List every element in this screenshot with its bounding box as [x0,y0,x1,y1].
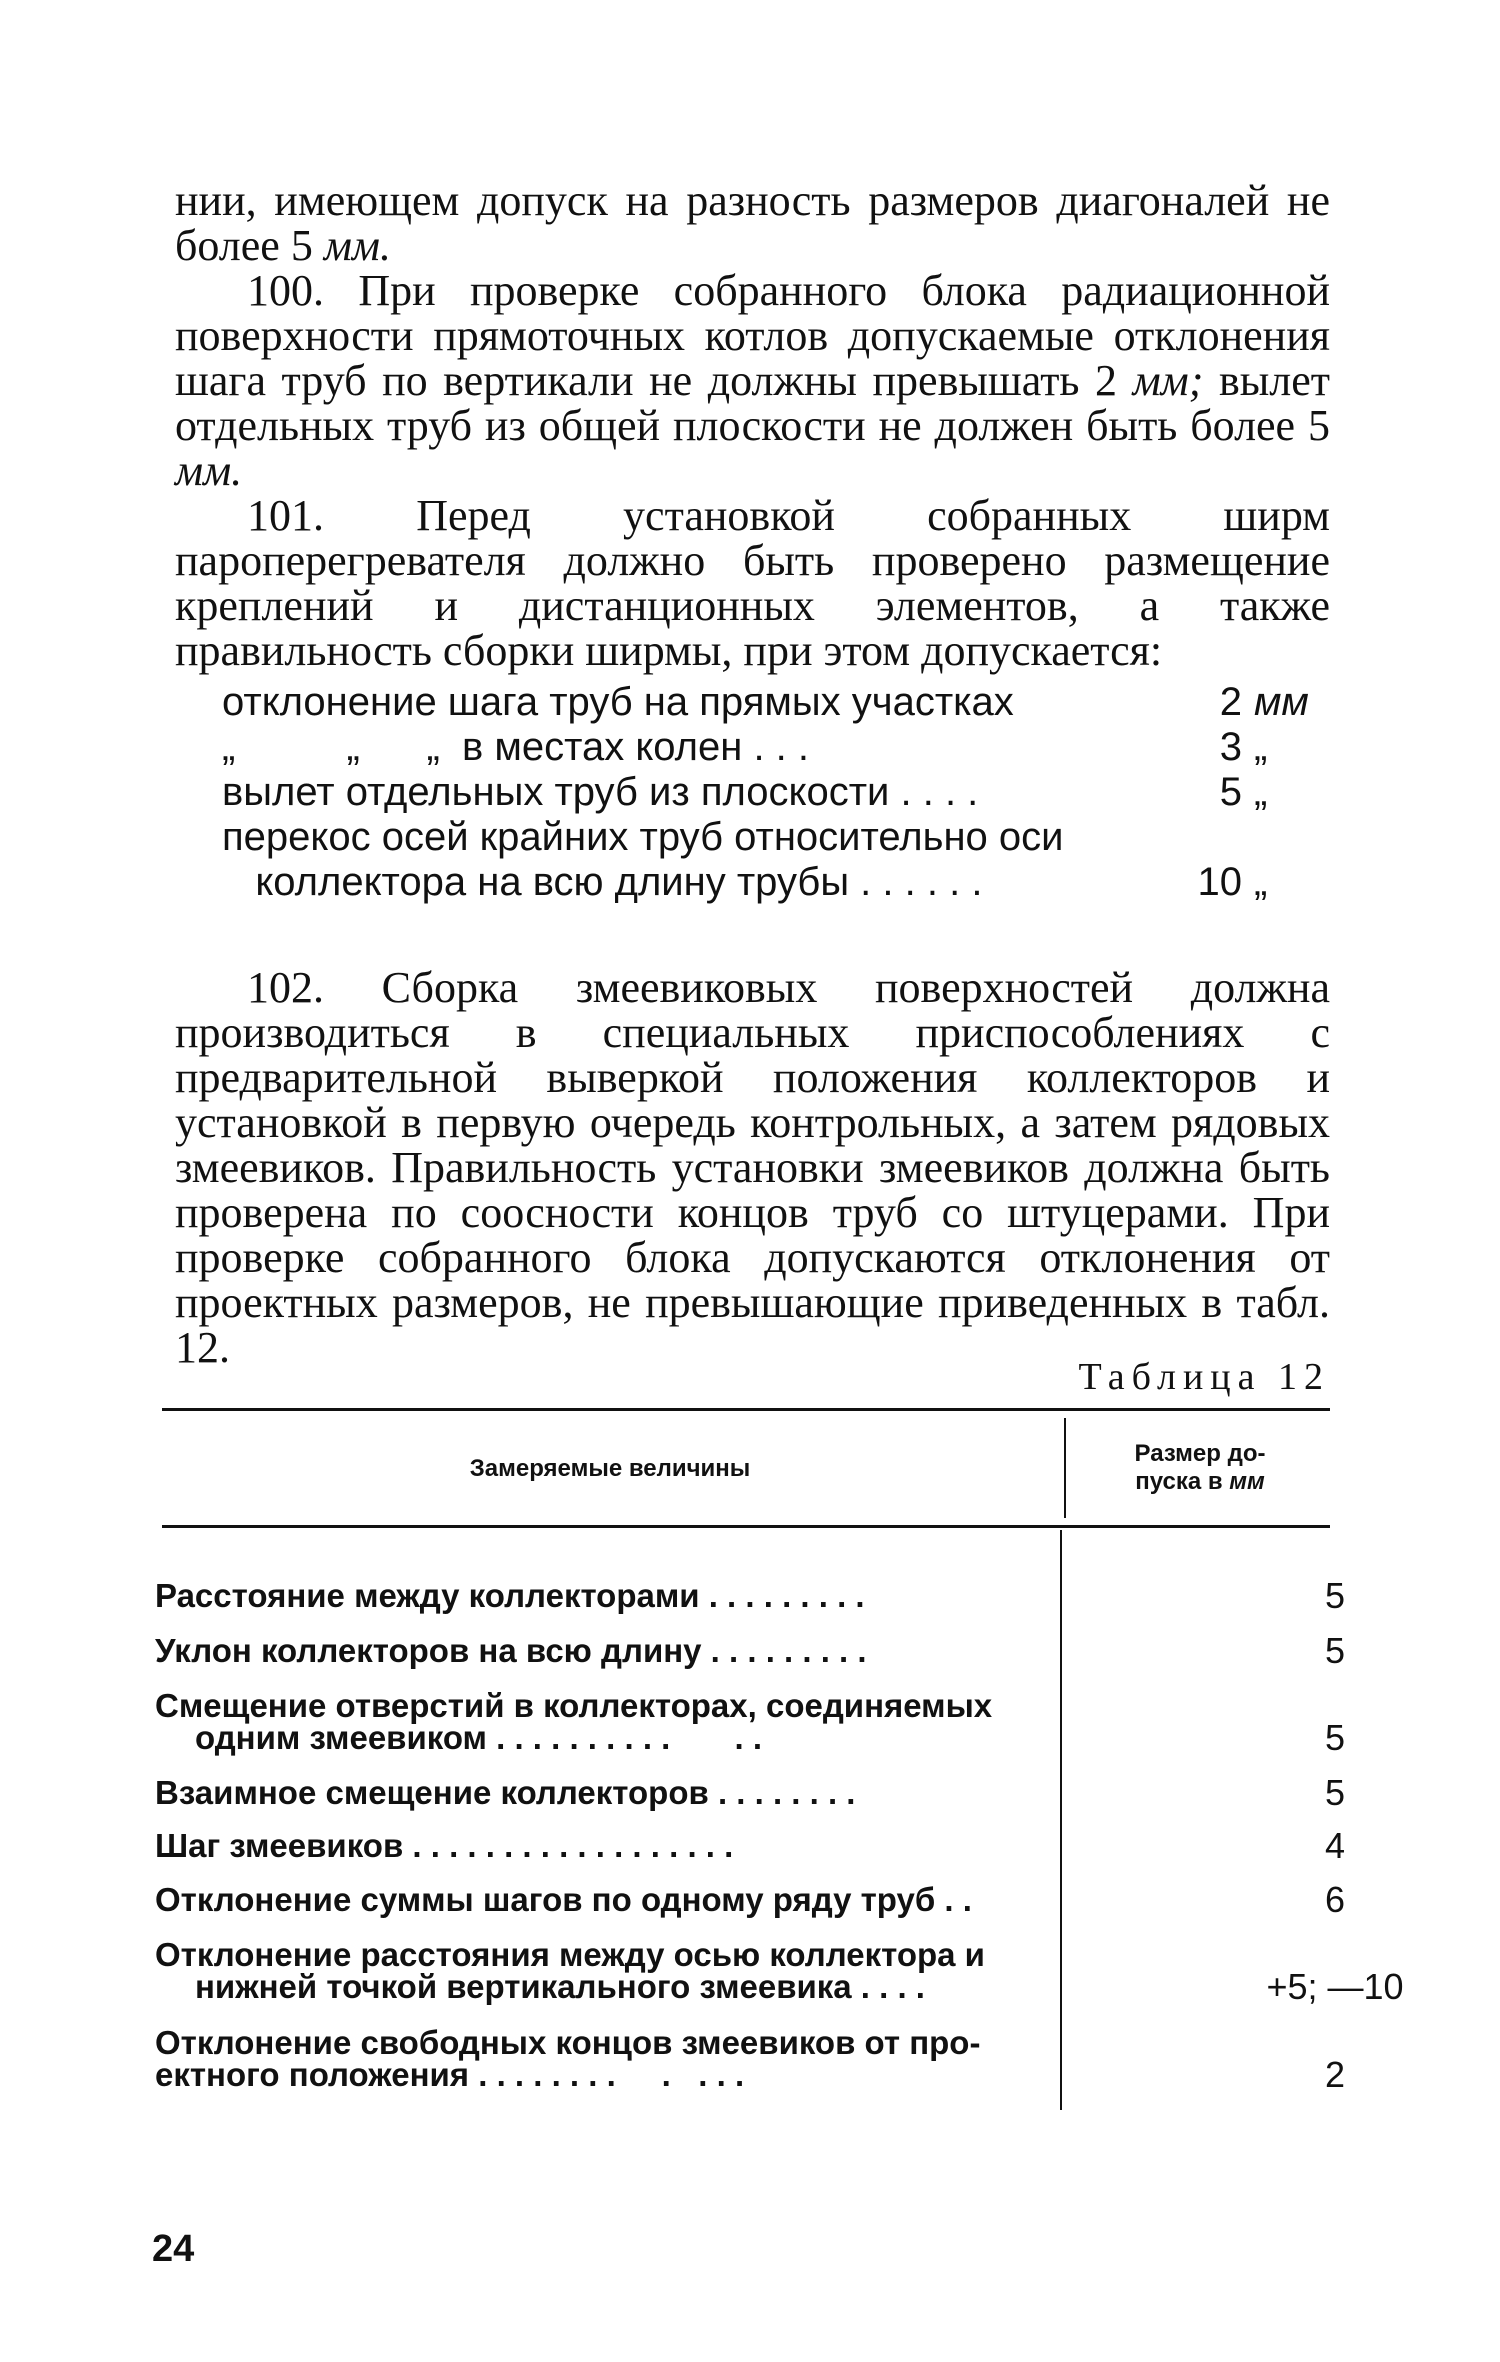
list-item [222,815,1332,860]
list-item [222,680,1332,725]
header-line: Размер до- [1134,1440,1266,1467]
list-item-text: отклонение шага труб на прямых участках [222,680,1014,724]
table-cell-value: 6 [1324,1879,1346,1920]
list-item [222,860,1332,905]
table-cell-label: Отклонение суммы шагов по одному ряду труб . . [155,1881,972,1918]
paragraph-text: 101. Перед установкой собранных ширм пароперегревателя должно быть проверено размещение креплений и дистанционных элементов, а также правильность сборки ширмы, при этом допускается: [175,491,1330,675]
table-top-rule [162,1408,1330,1411]
table-caption: Таблица 12 [1078,1356,1330,1398]
list-item-value: 5 [1219,770,1242,814]
table-cell-label: Отклонение расстояния между осью коллектора и [155,1936,985,1973]
page-number: 24 [152,2228,195,2270]
table-cell-value: 5 [1324,1575,1346,1616]
paragraph-text: 102. Сборка змеевиковых поверхностей должна производиться в специальных приспособлениях с предварительной выверкой положения коллекторов и установкой в первую очередь контрольных, а затем рядовых змеевиков. Правильность установки змеевиков должна быть проверена по соосности концов труб со штуцерами. При проверке собранного блока допускаются отклонения от проектных размеров, не превышающие приведенных в табл. 12. [175,963,1330,1372]
table-cell-label-cont: нижней точкой вертикального змеевика . . . . [195,1968,925,2005]
table-header-quantities: Замеряемые величины [469,1455,751,1482]
list-item-unit: мм [1254,680,1309,724]
paragraph-101 [175,493,1330,673]
unit-text: мм. [323,221,391,270]
paragraph-text: 100. При проверке собранного блока радиационной поверхности прямоточных котлов допускаемые отклонения шага труб по вертикали не должны превышать 2 [175,266,1330,405]
list-item-unit: „ [1254,860,1268,904]
list-item-text: перекос осей крайних труб относительно оси [222,815,1064,859]
unit-text: мм. [175,446,243,495]
paragraph-continuation [175,178,1330,268]
list-item-value: 10 [1197,860,1242,904]
table-cell-label: Смещение отверстий в коллекторах, соединяемых [155,1687,993,1724]
table-cell-label: Уклон коллекторов на всю длину . . . . . . . . . [155,1632,867,1669]
table-cell-value: 5 [1324,1630,1346,1671]
list-item-text: коллектора на всю длину трубы . . . . . . [222,860,983,904]
table-cell-label: Шаг змеевиков . . . . . . . . . . . . . . . . . . [155,1827,734,1864]
list-item-text: вылет отдельных труб из плоскости . . . . [222,770,979,814]
list-item-text: „ „ „ в местах колен . . . [222,725,810,769]
header-text: пуска в [1135,1468,1223,1495]
table-cell-value: 5 [1324,1772,1346,1813]
list-item [222,725,1332,770]
table-cell-label: Отклонение свободных концов змеевиков от про- [155,2024,981,2061]
list-item-unit: „ [1254,725,1268,769]
table-header-rule [162,1525,1330,1528]
table-cell-label: Взаимное смещение коллекторов . . . . . . . . [155,1774,856,1811]
tolerance-list [222,680,1332,905]
table-cell-value: 2 [1324,2054,1346,2095]
table-cell-label: Расстояние между коллекторами . . . . . . . . . [155,1577,865,1614]
paragraph-text: вылет отдельных труб из общей плоскости не должен быть более 5 [175,356,1331,450]
table-cell-value: +5; —10 [1266,1966,1404,2007]
list-item [222,770,1332,815]
paragraph-100 [175,268,1330,493]
table-header-tolerance [1075,1440,1325,1496]
table-cell-label-cont: одним змеевиком . . . . . . . . . . . . [195,1719,763,1756]
unit-text: мм; [1132,356,1204,405]
paragraph-102 [175,965,1330,1370]
table-cell-value: 4 [1324,1825,1346,1866]
table-column-divider [1060,1530,1062,2110]
header-line [1075,1468,1325,1496]
list-item-unit: „ [1254,770,1268,814]
table-cell-value: 5 [1324,1717,1346,1758]
header-unit: мм [1229,1468,1265,1495]
table-cell-label-cont: ектного положения . . . . . . . . . . . . [155,2056,745,2093]
list-item-value: 3 [1219,725,1242,769]
paragraph-text: нии, имеющем допуск на разность размеров диагоналей не более 5 [175,176,1330,270]
table-header-divider [1064,1418,1066,1518]
list-item-value: 2 [1219,680,1242,724]
